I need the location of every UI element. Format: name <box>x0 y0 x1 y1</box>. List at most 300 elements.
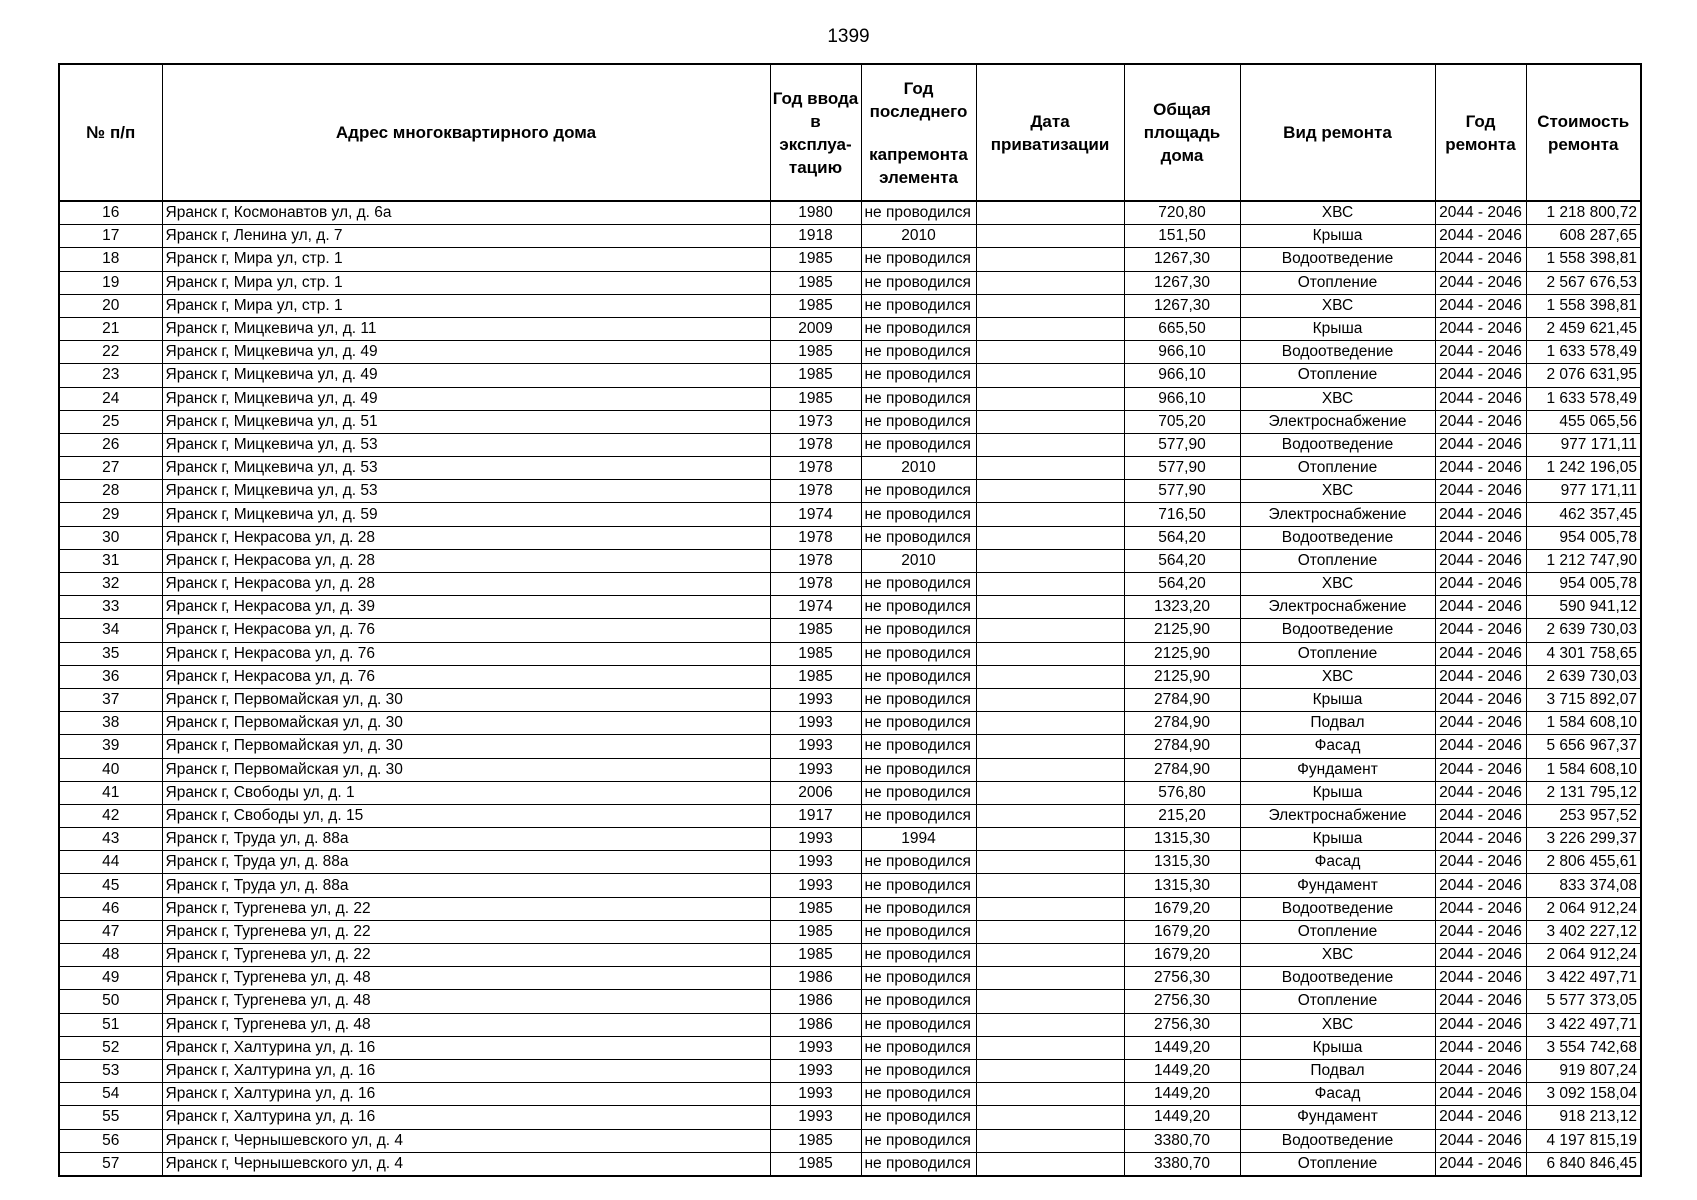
table-row <box>59 433 1641 456</box>
table-row <box>59 457 1641 480</box>
cell-year-built: 1980 <box>770 201 861 225</box>
cell-repair-year: 2044 - 2046 <box>1435 1106 1526 1129</box>
cell-repair-year: 2044 - 2046 <box>1435 410 1526 433</box>
cell-repair-type: Крыша <box>1240 828 1435 851</box>
cell-year-built: 1985 <box>770 944 861 967</box>
cell-last-repair: не проводился <box>861 688 976 711</box>
cell-area: 1449,20 <box>1124 1106 1240 1129</box>
cell-num: 29 <box>59 503 162 526</box>
cell-cost: 2 806 455,61 <box>1526 851 1641 874</box>
cell-repair-type: ХВС <box>1240 573 1435 596</box>
cell-last-repair: не проводился <box>861 433 976 456</box>
cell-last-repair: не проводился <box>861 897 976 920</box>
cell-num: 27 <box>59 457 162 480</box>
cell-last-repair: не проводился <box>861 387 976 410</box>
cell-year-built: 1978 <box>770 573 861 596</box>
cell-year-built: 1985 <box>770 642 861 665</box>
cell-privatization <box>976 573 1124 596</box>
cell-year-built: 1993 <box>770 1059 861 1082</box>
cell-year-built: 1973 <box>770 410 861 433</box>
cell-area: 576,80 <box>1124 781 1240 804</box>
cell-repair-year: 2044 - 2046 <box>1435 712 1526 735</box>
cell-address: Яранск г, Свободы ул, д. 1 <box>162 781 770 804</box>
cell-cost: 954 005,78 <box>1526 526 1641 549</box>
cell-privatization <box>976 804 1124 827</box>
cell-num: 40 <box>59 758 162 781</box>
cell-num: 55 <box>59 1106 162 1129</box>
cell-repair-type: Водоотведение <box>1240 248 1435 271</box>
cell-repair-year: 2044 - 2046 <box>1435 1059 1526 1082</box>
cell-repair-type: Фасад <box>1240 1083 1435 1106</box>
cell-last-repair: не проводился <box>861 804 976 827</box>
cell-privatization <box>976 781 1124 804</box>
cell-repair-type: Отопление <box>1240 457 1435 480</box>
cell-last-repair: не проводился <box>861 967 976 990</box>
cell-privatization <box>976 1083 1124 1106</box>
cell-repair-year: 2044 - 2046 <box>1435 874 1526 897</box>
table-row <box>59 248 1641 271</box>
header-num: № п/п <box>59 64 162 201</box>
cell-area: 2756,30 <box>1124 967 1240 990</box>
cell-repair-type: Отопление <box>1240 364 1435 387</box>
cell-area: 2125,90 <box>1124 642 1240 665</box>
cell-num: 57 <box>59 1152 162 1176</box>
cell-privatization <box>976 225 1124 248</box>
cell-repair-type: ХВС <box>1240 1013 1435 1036</box>
table-row <box>59 596 1641 619</box>
cell-area: 1267,30 <box>1124 248 1240 271</box>
cell-address: Яранск г, Мицкевича ул, д. 51 <box>162 410 770 433</box>
cell-address: Яранск г, Первомайская ул, д. 30 <box>162 758 770 781</box>
cell-privatization <box>976 642 1124 665</box>
cell-num: 24 <box>59 387 162 410</box>
cell-num: 54 <box>59 1083 162 1106</box>
cell-num: 16 <box>59 201 162 225</box>
cell-repair-year: 2044 - 2046 <box>1435 944 1526 967</box>
table-row <box>59 201 1641 225</box>
cell-year-built: 1918 <box>770 225 861 248</box>
cell-area: 564,20 <box>1124 526 1240 549</box>
cell-repair-type: Крыша <box>1240 1036 1435 1059</box>
cell-last-repair: 2010 <box>861 225 976 248</box>
cell-area: 1449,20 <box>1124 1059 1240 1082</box>
cell-address: Яранск г, Ленина ул, д. 7 <box>162 225 770 248</box>
table-row <box>59 688 1641 711</box>
cell-repair-year: 2044 - 2046 <box>1435 619 1526 642</box>
cell-repair-type: Крыша <box>1240 225 1435 248</box>
cell-num: 23 <box>59 364 162 387</box>
cell-area: 716,50 <box>1124 503 1240 526</box>
cell-privatization <box>976 758 1124 781</box>
cell-num: 18 <box>59 248 162 271</box>
cell-repair-year: 2044 - 2046 <box>1435 596 1526 619</box>
cell-repair-year: 2044 - 2046 <box>1435 642 1526 665</box>
cell-year-built: 1986 <box>770 967 861 990</box>
table-row <box>59 341 1641 364</box>
cell-num: 35 <box>59 642 162 665</box>
cell-address: Яранск г, Мицкевича ул, д. 53 <box>162 457 770 480</box>
cell-privatization <box>976 1059 1124 1082</box>
cell-address: Яранск г, Халтурина ул, д. 16 <box>162 1059 770 1082</box>
cell-year-built: 2006 <box>770 781 861 804</box>
cell-privatization <box>976 619 1124 642</box>
cell-cost: 462 357,45 <box>1526 503 1641 526</box>
cell-year-built: 1985 <box>770 897 861 920</box>
cell-area: 577,90 <box>1124 433 1240 456</box>
cell-repair-type: Отопление <box>1240 920 1435 943</box>
cell-num: 46 <box>59 897 162 920</box>
cell-address: Яранск г, Некрасова ул, д. 28 <box>162 573 770 596</box>
cell-privatization <box>976 688 1124 711</box>
cell-address: Яранск г, Тургенева ул, д. 22 <box>162 920 770 943</box>
cell-repair-year: 2044 - 2046 <box>1435 364 1526 387</box>
cell-area: 564,20 <box>1124 549 1240 572</box>
cell-address: Яранск г, Некрасова ул, д. 39 <box>162 596 770 619</box>
table-row <box>59 851 1641 874</box>
table-row <box>59 387 1641 410</box>
cell-privatization <box>976 317 1124 340</box>
cell-repair-type: Водоотведение <box>1240 967 1435 990</box>
cell-area: 1315,30 <box>1124 851 1240 874</box>
cell-num: 41 <box>59 781 162 804</box>
cell-year-built: 1993 <box>770 874 861 897</box>
cell-repair-year: 2044 - 2046 <box>1435 1036 1526 1059</box>
cell-address: Яранск г, Тургенева ул, д. 22 <box>162 944 770 967</box>
cell-area: 1323,20 <box>1124 596 1240 619</box>
table-row <box>59 1129 1641 1152</box>
cell-area: 665,50 <box>1124 317 1240 340</box>
cell-cost: 2 076 631,95 <box>1526 364 1641 387</box>
cell-year-built: 1978 <box>770 526 861 549</box>
cell-num: 43 <box>59 828 162 851</box>
cell-year-built: 1993 <box>770 712 861 735</box>
table-row <box>59 410 1641 433</box>
cell-repair-year: 2044 - 2046 <box>1435 1083 1526 1106</box>
cell-privatization <box>976 1036 1124 1059</box>
cell-area: 2756,30 <box>1124 1013 1240 1036</box>
cell-cost: 3 715 892,07 <box>1526 688 1641 711</box>
cell-area: 966,10 <box>1124 364 1240 387</box>
cell-repair-year: 2044 - 2046 <box>1435 1013 1526 1036</box>
cell-last-repair: не проводился <box>861 1152 976 1176</box>
page-number: 1399 <box>827 26 870 47</box>
table-row <box>59 364 1641 387</box>
cell-repair-year: 2044 - 2046 <box>1435 851 1526 874</box>
cell-repair-type: Подвал <box>1240 712 1435 735</box>
cell-last-repair: не проводился <box>861 573 976 596</box>
cell-cost: 1 633 578,49 <box>1526 341 1641 364</box>
cell-cost: 2 064 912,24 <box>1526 944 1641 967</box>
cell-num: 39 <box>59 735 162 758</box>
cell-last-repair: не проводился <box>861 944 976 967</box>
table-row <box>59 1106 1641 1129</box>
cell-privatization <box>976 920 1124 943</box>
cell-address: Яранск г, Тургенева ул, д. 48 <box>162 967 770 990</box>
table-row <box>59 503 1641 526</box>
table-row <box>59 1083 1641 1106</box>
cell-cost: 1 558 398,81 <box>1526 294 1641 317</box>
cell-year-built: 1986 <box>770 990 861 1013</box>
cell-repair-year: 2044 - 2046 <box>1435 967 1526 990</box>
cell-last-repair: не проводился <box>861 1129 976 1152</box>
cell-repair-type: ХВС <box>1240 944 1435 967</box>
cell-privatization <box>976 897 1124 920</box>
cell-year-built: 1978 <box>770 549 861 572</box>
cell-cost: 2 567 676,53 <box>1526 271 1641 294</box>
cell-last-repair: не проводился <box>861 294 976 317</box>
cell-year-built: 1986 <box>770 1013 861 1036</box>
cell-cost: 919 807,24 <box>1526 1059 1641 1082</box>
table-row <box>59 642 1641 665</box>
cell-repair-year: 2044 - 2046 <box>1435 990 1526 1013</box>
cell-repair-year: 2044 - 2046 <box>1435 317 1526 340</box>
cell-repair-year: 2044 - 2046 <box>1435 828 1526 851</box>
cell-last-repair: не проводился <box>861 758 976 781</box>
cell-repair-year: 2044 - 2046 <box>1435 201 1526 225</box>
cell-last-repair: не проводился <box>861 480 976 503</box>
cell-address: Яранск г, Труда ул, д. 88а <box>162 828 770 851</box>
cell-cost: 455 065,56 <box>1526 410 1641 433</box>
cell-privatization <box>976 410 1124 433</box>
cell-repair-year: 2044 - 2046 <box>1435 688 1526 711</box>
cell-year-built: 1985 <box>770 248 861 271</box>
cell-area: 966,10 <box>1124 387 1240 410</box>
cell-cost: 608 287,65 <box>1526 225 1641 248</box>
cell-privatization <box>976 967 1124 990</box>
table-row <box>59 967 1641 990</box>
cell-last-repair: не проводился <box>861 735 976 758</box>
cell-year-built: 1993 <box>770 1036 861 1059</box>
cell-last-repair: не проводился <box>861 1013 976 1036</box>
cell-address: Яранск г, Мицкевича ул, д. 49 <box>162 364 770 387</box>
cell-year-built: 1974 <box>770 596 861 619</box>
cell-repair-type: ХВС <box>1240 201 1435 225</box>
cell-cost: 4 301 758,65 <box>1526 642 1641 665</box>
cell-cost: 1 212 747,90 <box>1526 549 1641 572</box>
cell-address: Яранск г, Некрасова ул, д. 76 <box>162 665 770 688</box>
header-last-repair <box>861 64 976 201</box>
cell-year-built: 1974 <box>770 503 861 526</box>
cell-privatization <box>976 1013 1124 1036</box>
cell-year-built: 1993 <box>770 735 861 758</box>
cell-area: 705,20 <box>1124 410 1240 433</box>
cell-repair-year: 2044 - 2046 <box>1435 735 1526 758</box>
cell-last-repair: не проводился <box>861 781 976 804</box>
cell-cost: 4 197 815,19 <box>1526 1129 1641 1152</box>
cell-last-repair: не проводился <box>861 851 976 874</box>
cell-last-repair: не проводился <box>861 271 976 294</box>
cell-year-built: 1985 <box>770 619 861 642</box>
cell-year-built: 1993 <box>770 688 861 711</box>
cell-address: Яранск г, Труда ул, д. 88а <box>162 874 770 897</box>
table-row <box>59 828 1641 851</box>
cell-repair-year: 2044 - 2046 <box>1435 549 1526 572</box>
cell-repair-type: Водоотведение <box>1240 897 1435 920</box>
header-privatization: Дата приватизации <box>976 64 1124 201</box>
cell-repair-year: 2044 - 2046 <box>1435 457 1526 480</box>
cell-repair-year: 2044 - 2046 <box>1435 480 1526 503</box>
cell-address: Яранск г, Мицкевича ул, д. 49 <box>162 387 770 410</box>
cell-repair-year: 2044 - 2046 <box>1435 573 1526 596</box>
cell-privatization <box>976 433 1124 456</box>
cell-num: 49 <box>59 967 162 990</box>
cell-repair-type: Водоотведение <box>1240 526 1435 549</box>
table-row <box>59 1152 1641 1176</box>
cell-year-built: 1993 <box>770 758 861 781</box>
cell-num: 52 <box>59 1036 162 1059</box>
cell-privatization <box>976 294 1124 317</box>
cell-repair-type: Электроснабжение <box>1240 804 1435 827</box>
cell-year-built: 1985 <box>770 294 861 317</box>
cell-cost: 3 422 497,71 <box>1526 967 1641 990</box>
cell-cost: 954 005,78 <box>1526 573 1641 596</box>
cell-last-repair: 2010 <box>861 457 976 480</box>
cell-last-repair: не проводился <box>861 920 976 943</box>
cell-repair-type: Подвал <box>1240 1059 1435 1082</box>
cell-address: Яранск г, Тургенева ул, д. 48 <box>162 1013 770 1036</box>
cell-num: 50 <box>59 990 162 1013</box>
cell-last-repair: не проводился <box>861 874 976 897</box>
header-cost: Стоимость ремонта <box>1526 64 1641 201</box>
cell-repair-type: Отопление <box>1240 990 1435 1013</box>
cell-cost: 590 941,12 <box>1526 596 1641 619</box>
table-row <box>59 665 1641 688</box>
cell-privatization <box>976 596 1124 619</box>
cell-num: 21 <box>59 317 162 340</box>
cell-address: Яранск г, Первомайская ул, д. 30 <box>162 712 770 735</box>
cell-repair-year: 2044 - 2046 <box>1435 804 1526 827</box>
cell-last-repair: не проводился <box>861 619 976 642</box>
cell-privatization <box>976 526 1124 549</box>
table-row <box>59 990 1641 1013</box>
cell-privatization <box>976 1152 1124 1176</box>
cell-year-built: 1985 <box>770 364 861 387</box>
table-row <box>59 225 1641 248</box>
cell-last-repair: не проводился <box>861 990 976 1013</box>
cell-cost: 6 840 846,45 <box>1526 1152 1641 1176</box>
cell-repair-year: 2044 - 2046 <box>1435 526 1526 549</box>
cell-repair-year: 2044 - 2046 <box>1435 248 1526 271</box>
cell-repair-year: 2044 - 2046 <box>1435 920 1526 943</box>
cell-repair-year: 2044 - 2046 <box>1435 897 1526 920</box>
cell-repair-type: ХВС <box>1240 387 1435 410</box>
cell-area: 2756,30 <box>1124 990 1240 1013</box>
cell-area: 2784,90 <box>1124 688 1240 711</box>
cell-privatization <box>976 549 1124 572</box>
table-row <box>59 1036 1641 1059</box>
cell-privatization <box>976 387 1124 410</box>
cell-year-built: 2009 <box>770 317 861 340</box>
cell-area: 577,90 <box>1124 480 1240 503</box>
table-row <box>59 1059 1641 1082</box>
cell-last-repair: не проводился <box>861 341 976 364</box>
header-address: Адрес многоквартирного дома <box>162 64 770 201</box>
cell-privatization <box>976 457 1124 480</box>
cell-area: 2125,90 <box>1124 665 1240 688</box>
cell-repair-type: Отопление <box>1240 1152 1435 1176</box>
cell-num: 51 <box>59 1013 162 1036</box>
cell-address: Яранск г, Мицкевича ул, д. 49 <box>162 341 770 364</box>
cell-privatization <box>976 1129 1124 1152</box>
cell-repair-type: ХВС <box>1240 480 1435 503</box>
cell-cost: 2 639 730,03 <box>1526 619 1641 642</box>
cell-last-repair: не проводился <box>861 526 976 549</box>
cell-address: Яранск г, Тургенева ул, д. 48 <box>162 990 770 1013</box>
cell-address: Яранск г, Некрасова ул, д. 28 <box>162 549 770 572</box>
cell-privatization <box>976 480 1124 503</box>
cell-area: 577,90 <box>1124 457 1240 480</box>
cell-repair-type: Отопление <box>1240 642 1435 665</box>
cell-address: Яранск г, Халтурина ул, д. 16 <box>162 1036 770 1059</box>
cell-year-built: 1985 <box>770 920 861 943</box>
cell-privatization <box>976 944 1124 967</box>
cell-address: Яранск г, Мира ул, стр. 1 <box>162 271 770 294</box>
cell-address: Яранск г, Чернышевского ул, д. 4 <box>162 1152 770 1176</box>
cell-repair-year: 2044 - 2046 <box>1435 1152 1526 1176</box>
cell-num: 42 <box>59 804 162 827</box>
cell-area: 1679,20 <box>1124 897 1240 920</box>
cell-address: Яранск г, Труда ул, д. 88а <box>162 851 770 874</box>
cell-cost: 3 402 227,12 <box>1526 920 1641 943</box>
cell-repair-year: 2044 - 2046 <box>1435 294 1526 317</box>
cell-cost: 3 422 497,71 <box>1526 1013 1641 1036</box>
cell-area: 1315,30 <box>1124 874 1240 897</box>
table-row <box>59 1013 1641 1036</box>
table-row <box>59 735 1641 758</box>
cell-repair-type: Крыша <box>1240 317 1435 340</box>
cell-last-repair: не проводился <box>861 364 976 387</box>
cell-repair-year: 2044 - 2046 <box>1435 271 1526 294</box>
cell-repair-type: Фундамент <box>1240 1106 1435 1129</box>
cell-num: 38 <box>59 712 162 735</box>
cell-num: 45 <box>59 874 162 897</box>
cell-cost: 253 957,52 <box>1526 804 1641 827</box>
header-repair-year: Год ремонта <box>1435 64 1526 201</box>
table-row <box>59 549 1641 572</box>
table-row <box>59 526 1641 549</box>
cell-cost: 977 171,11 <box>1526 433 1641 456</box>
cell-year-built: 1985 <box>770 341 861 364</box>
cell-privatization <box>976 735 1124 758</box>
cell-repair-type: Фундамент <box>1240 758 1435 781</box>
cell-privatization <box>976 990 1124 1013</box>
cell-address: Яранск г, Первомайская ул, д. 30 <box>162 688 770 711</box>
cell-area: 720,80 <box>1124 201 1240 225</box>
cell-repair-type: Электроснабжение <box>1240 596 1435 619</box>
cell-num: 33 <box>59 596 162 619</box>
cell-address: Яранск г, Мицкевича ул, д. 53 <box>162 433 770 456</box>
cell-last-repair: не проводился <box>861 712 976 735</box>
cell-repair-type: Крыша <box>1240 781 1435 804</box>
cell-repair-type: Электроснабжение <box>1240 503 1435 526</box>
cell-last-repair: не проводился <box>861 248 976 271</box>
header-repair-type: Вид ремонта <box>1240 64 1435 201</box>
cell-area: 3380,70 <box>1124 1129 1240 1152</box>
cell-privatization <box>976 341 1124 364</box>
table-row <box>59 920 1641 943</box>
cell-repair-type: Крыша <box>1240 688 1435 711</box>
cell-num: 28 <box>59 480 162 503</box>
cell-last-repair: не проводился <box>861 642 976 665</box>
cell-address: Яранск г, Космонавтов ул, д. 6а <box>162 201 770 225</box>
cell-repair-type: Фасад <box>1240 735 1435 758</box>
cell-address: Яранск г, Некрасова ул, д. 76 <box>162 642 770 665</box>
cell-area: 966,10 <box>1124 341 1240 364</box>
cell-address: Яранск г, Свободы ул, д. 15 <box>162 804 770 827</box>
cell-repair-year: 2044 - 2046 <box>1435 225 1526 248</box>
cell-last-repair: не проводился <box>861 317 976 340</box>
cell-cost: 2 459 621,45 <box>1526 317 1641 340</box>
